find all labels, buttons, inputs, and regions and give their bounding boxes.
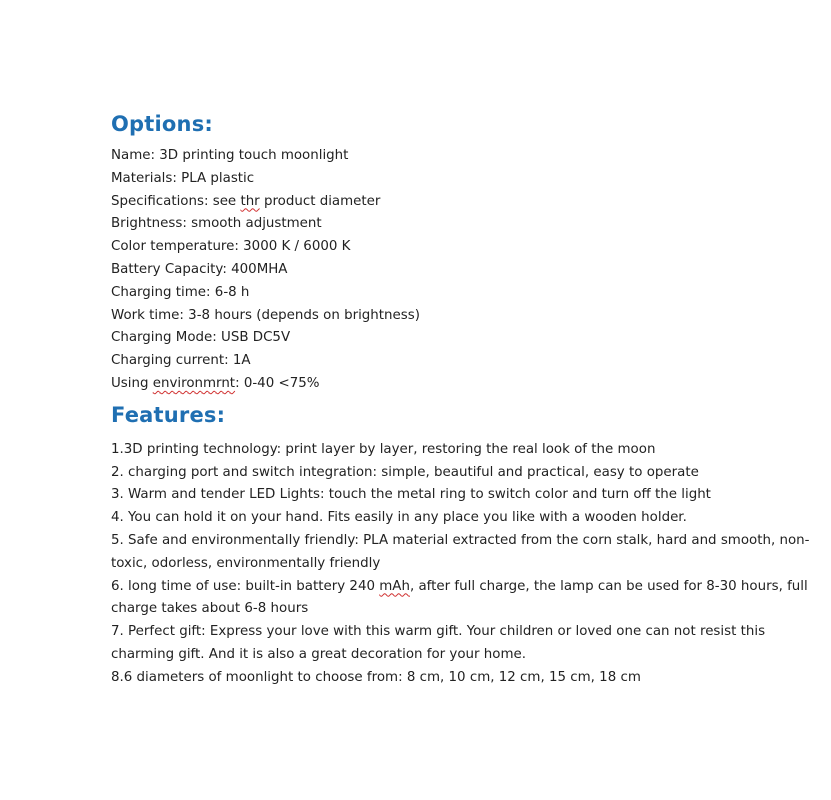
feature-item (111, 484, 811, 507)
feature-item (111, 507, 811, 530)
option-item (111, 373, 811, 396)
option-text: Specifications: see (111, 193, 241, 209)
feature-text: 4. You can hold it on your hand. Fits easily in any place you like with a wooden holder. (111, 510, 687, 526)
option-text: Materials: PLA plastic (111, 170, 255, 186)
features-heading: Features: (111, 402, 226, 427)
option-item (111, 168, 811, 191)
option-item (111, 350, 811, 373)
spellcheck-flagged-word: environmrnt (152, 375, 236, 391)
option-item (111, 236, 811, 259)
option-item (111, 305, 811, 328)
feature-text: , after full charge, the lamp can be used for 8-30 hours, full charge takes about 6-8 hours (111, 578, 808, 617)
feature-item (111, 439, 811, 462)
option-text: product diameter (259, 193, 381, 209)
feature-text: 7. Perfect gift: Express your love with this warm gift. Your children or loved one can not resist this charming gift. And it is also a great decoration for your home. (111, 624, 766, 662)
option-text: Charging current: 1A (111, 353, 251, 369)
feature-item (111, 462, 811, 485)
options-list (111, 145, 811, 396)
option-text: Color temperature: 3000 K / 6000 K (111, 239, 351, 255)
feature-text: 5. Safe and environmentally friendly: PLA material extracted from the corn stalk, hard and smooth, non-toxic, odorless, environmentally friendly (111, 532, 810, 571)
option-text: Name: 3D printing touch moonlight (111, 148, 349, 163)
option-text: Charging Mode: USB DC5V (111, 330, 291, 346)
option-item (111, 282, 811, 305)
option-item (111, 145, 811, 168)
feature-item (111, 576, 811, 622)
feature-text: 2. charging port and switch integration: simple, beautiful and practical, easy to operate (111, 464, 699, 480)
option-item (111, 191, 811, 214)
feature-item (111, 667, 811, 690)
features-list (111, 439, 811, 690)
options-heading: Options: (111, 112, 213, 136)
spellcheck-flagged-word: mAh (379, 578, 410, 594)
option-text: Battery Capacity: 400MHA (111, 261, 288, 277)
feature-text: 6. long time of use: built-in battery 240 (111, 578, 380, 594)
option-text: Using (111, 375, 153, 391)
feature-text: 8.6 diameters of moonlight to choose from: 8 cm, 10 cm, 12 cm, 15 cm, 18 cm (111, 669, 641, 685)
feature-text: 3. Warm and tender LED Lights: touch the metal ring to switch color and turn off the light (111, 487, 711, 503)
feature-text: 1.3D printing technology: print layer by layer, restoring the real look of the moon (111, 441, 656, 457)
option-text: Work time: 3-8 hours (depends on brightness) (111, 307, 420, 323)
option-item (111, 213, 811, 236)
option-item (111, 327, 811, 350)
spellcheck-flagged-word: thr (240, 193, 260, 209)
option-item (111, 259, 811, 282)
document-content (111, 108, 811, 690)
option-text: Brightness: smooth adjustment (111, 216, 322, 232)
feature-item (111, 621, 811, 667)
option-text: : 0-40 <75% (235, 375, 320, 391)
feature-item (111, 530, 811, 576)
option-text: Charging time: 6-8 h (111, 284, 250, 300)
